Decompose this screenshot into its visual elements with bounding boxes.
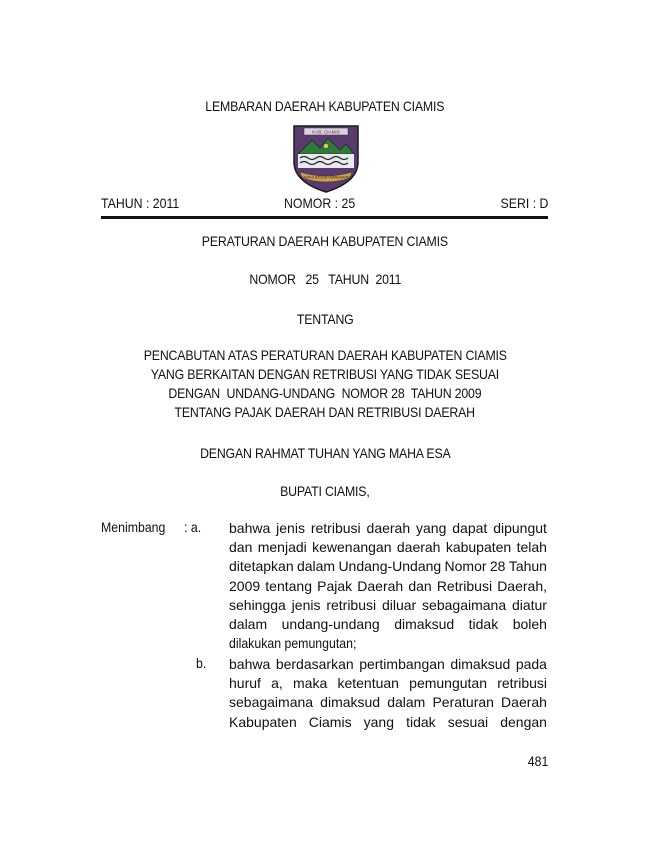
- word: huruf: [229, 675, 261, 692]
- page-number: 481: [527, 753, 548, 769]
- word: daerah: [396, 539, 441, 556]
- word: yang: [363, 713, 394, 730]
- word: pemungutan: [409, 675, 487, 692]
- word: dimaksud: [394, 615, 455, 632]
- paragraph-line: [229, 557, 547, 576]
- word: Peraturan: [432, 694, 494, 711]
- word: pada: [515, 656, 547, 672]
- word: dimaksud: [320, 694, 381, 711]
- blessing-line: DENGAN RAHMAT TUHAN YANG MAHA ESA: [199, 445, 451, 461]
- word: dan: [229, 539, 253, 556]
- word: ketentuan: [337, 675, 399, 692]
- word: telah: [516, 539, 547, 556]
- word: bahwa: [229, 520, 271, 536]
- word: dengan: [500, 713, 547, 730]
- paragraph-line: [229, 674, 547, 693]
- subject-line: PENCABUTAN ATAS PERATURAN DAERAH KABUPATEN CIAMIS: [143, 347, 507, 363]
- paragraph-line: [229, 693, 547, 712]
- word: Nomor: [444, 558, 487, 575]
- word: 2009: [229, 577, 261, 594]
- word: bahwa: [229, 656, 271, 672]
- emblem-motto-text: MASAGI DAYEUH MANGGAPAH: [300, 175, 352, 180]
- word: maka: [293, 675, 328, 692]
- word: diatur: [511, 596, 547, 613]
- considering-marker-b: b.: [196, 655, 207, 671]
- word: tentang: [265, 577, 312, 594]
- considering-marker-a: : a.: [184, 519, 202, 535]
- word: sebagaimana: [422, 596, 507, 613]
- gazette-series: SERI : D: [500, 195, 548, 211]
- word: menjadi: [257, 539, 307, 556]
- paragraph-line: [229, 577, 547, 596]
- word: kabupaten: [445, 539, 512, 556]
- word: Tahun: [508, 558, 547, 575]
- gazette-title: LEMBARAN DAERAH KABUPATEN CIAMIS: [205, 98, 445, 114]
- word: sehingga: [229, 596, 286, 613]
- paragraph-line: [229, 713, 547, 732]
- word: sebagaimana: [229, 694, 314, 711]
- word: Daerah,: [497, 577, 547, 594]
- subject-line: YANG BERKAITAN DENGAN RETRIBUSI YANG TIDAK SESUAI: [150, 366, 500, 382]
- considering-label: Menimbang: [101, 519, 166, 535]
- word: boleh: [512, 615, 547, 632]
- word: berdasarkan: [275, 656, 354, 672]
- regulation-number: NOMOR 25 TAHUN 2011: [249, 271, 401, 287]
- word: dan: [408, 577, 432, 594]
- word: Ciamis: [308, 713, 352, 730]
- ciamis-coat-of-arms-icon: [290, 120, 362, 194]
- regulation-title: PERATURAN DAERAH KABUPATEN CIAMIS: [201, 233, 449, 249]
- regulation-about-label: TENTANG: [296, 311, 354, 327]
- emblem-banner-text: KAB. CIAMIS: [312, 129, 340, 135]
- paragraph-line: [229, 538, 547, 557]
- word: undang-undang: [281, 615, 380, 632]
- word: jenis: [276, 520, 305, 536]
- word: dapat: [452, 520, 488, 536]
- gazette-meta-row: [101, 195, 548, 215]
- word: dalam: [387, 694, 426, 711]
- gazette-number: NOMOR : 25: [284, 195, 356, 211]
- paragraph-line: [229, 596, 547, 615]
- subject-line: DENGAN UNDANG-UNDANG NOMOR 28 TAHUN 2009: [168, 385, 482, 401]
- word: jenis: [291, 596, 321, 613]
- word: dipungut: [493, 520, 547, 536]
- authority-line: BUPATI CIAMIS,: [280, 483, 370, 499]
- word: Pajak: [317, 577, 353, 594]
- word: a,: [271, 675, 283, 692]
- word: kewenangan: [312, 539, 392, 556]
- word: sesuai: [447, 713, 489, 730]
- word: tidak: [406, 713, 436, 730]
- header-divider: [101, 216, 548, 219]
- paragraph-line: [229, 615, 547, 634]
- word: ditetapkan: [229, 558, 294, 575]
- considering-item-a: [229, 519, 547, 653]
- word: yang: [416, 520, 447, 536]
- word: tidak: [468, 615, 499, 632]
- word: dalam: [296, 558, 336, 575]
- word: 28: [489, 558, 506, 575]
- word: diluar: [381, 596, 417, 613]
- word: pertimbangan: [359, 656, 445, 672]
- word: Retribusi: [436, 577, 493, 594]
- paragraph-line: dilakukan pemungutan;: [229, 635, 357, 652]
- word: Undang-Undang: [338, 558, 442, 575]
- subject-line: TENTANG PAJAK DAERAH DAN RETRIBUSI DAERAH: [174, 404, 476, 420]
- paragraph-line: [229, 519, 547, 538]
- word: dimaksud: [450, 656, 511, 672]
- word: retribusi: [326, 596, 377, 613]
- word: Kabupaten: [229, 713, 297, 730]
- word: retribusi: [497, 675, 547, 692]
- word: retribusi: [310, 520, 361, 536]
- word: dalam: [229, 615, 268, 632]
- word: Daerah: [357, 577, 404, 594]
- considering-item-b: [229, 655, 547, 732]
- paragraph-line: [229, 655, 547, 674]
- gazette-year: TAHUN : 2011: [101, 195, 180, 211]
- word: daerah: [366, 520, 411, 536]
- word: Daerah: [501, 694, 547, 711]
